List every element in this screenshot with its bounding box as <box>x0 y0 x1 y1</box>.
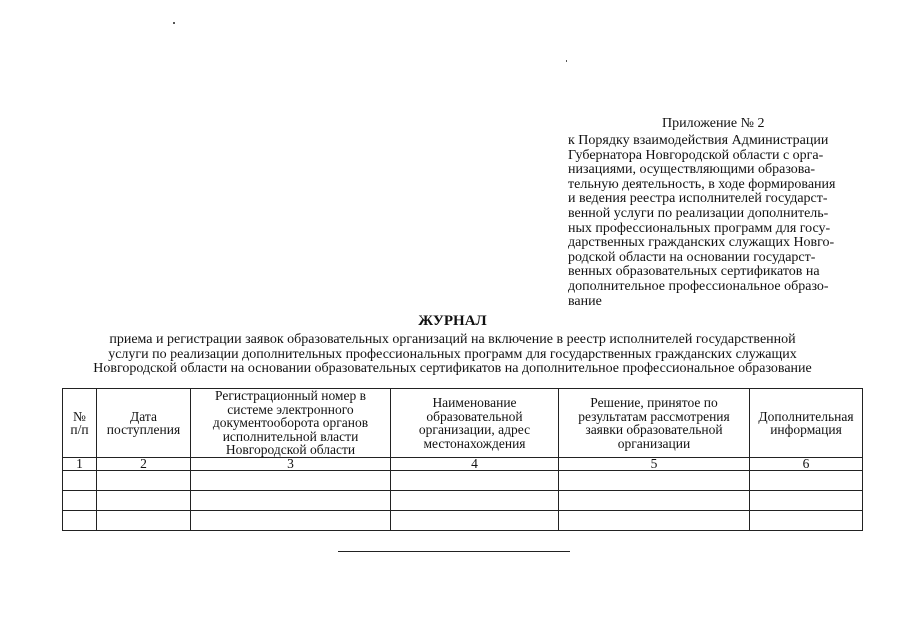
appendix-line: дополнительное профессиональное образо- <box>568 278 829 294</box>
column-number: 4 <box>391 458 559 471</box>
table-cell <box>97 511 191 531</box>
journal-table <box>62 388 863 531</box>
scan-speck <box>173 22 175 24</box>
table-cell <box>391 491 559 511</box>
table-cell <box>750 471 863 491</box>
table-cell <box>63 491 97 511</box>
appendix-title: Приложение № 2 <box>662 116 765 131</box>
appendix-line: низациями, осуществляющими образова- <box>568 162 816 178</box>
column-header: № п/п <box>63 389 97 458</box>
appendix-line: тельную деятельность, в ходе формирования <box>568 176 836 192</box>
column-header: Дата поступления <box>97 389 191 458</box>
table-cell <box>97 491 191 511</box>
appendix-line: к Порядку взаимодействия Администрации <box>568 133 829 148</box>
table-cell <box>391 471 559 491</box>
table-cell <box>191 511 391 531</box>
appendix-line: ных профессиональных программ для госу- <box>568 220 831 236</box>
table-cell <box>391 511 559 531</box>
column-number: 2 <box>97 458 191 471</box>
column-header: Дополнительная информация <box>750 389 863 458</box>
table-row <box>63 491 863 511</box>
subtitle-line: Новгородской области на основании образовательных сертификатов на дополнительное профессиональное образование <box>93 361 812 376</box>
scan-speck <box>566 60 567 62</box>
table-header-row <box>63 389 863 458</box>
table-cell <box>750 491 863 511</box>
table-cell <box>559 491 750 511</box>
column-number: 3 <box>191 458 391 471</box>
column-number: 1 <box>63 458 97 471</box>
column-header: Регистрационный номер в системе электронного документооборота органов исполнительной власти Новгородской области <box>191 389 391 458</box>
appendix-line: и ведения реестра исполнителей государст- <box>568 191 828 207</box>
table-column-number-row <box>63 458 863 471</box>
table-cell <box>63 511 97 531</box>
table-cell <box>559 471 750 491</box>
table-cell <box>97 471 191 491</box>
column-header: Решение, принятое по результатам рассмотрения заявки образовательной организации <box>559 389 750 458</box>
table-cell <box>750 511 863 531</box>
table-cell <box>63 471 97 491</box>
appendix-text <box>568 134 868 309</box>
journal-subtitle <box>0 333 905 377</box>
appendix-line: венной услуги по реализации дополнитель- <box>568 205 829 221</box>
appendix-line: Губернатора Новгородской области с орга- <box>568 147 824 163</box>
column-header: Наименование образовательной организации, адрес местонахождения <box>391 389 559 458</box>
appendix-line: венных образовательных сертификатов на <box>568 264 820 280</box>
table-cell <box>191 471 391 491</box>
footer-rule <box>338 551 570 552</box>
subtitle-line: услуги по реализации дополнительных профессиональных программ для государственных гражданских служащих <box>108 346 797 362</box>
appendix-line: вание <box>568 293 602 309</box>
journal-title: ЖУРНАЛ <box>418 313 487 329</box>
column-number: 5 <box>559 458 750 471</box>
appendix-line: родской области на основании государст- <box>568 249 816 265</box>
table-row <box>63 471 863 491</box>
column-number: 6 <box>750 458 863 471</box>
subtitle-line: приема и регистрации заявок образовательных организаций на включение в реестр исполнителей государственной <box>109 332 796 347</box>
appendix-line: дарственных гражданских служащих Новго- <box>568 235 835 251</box>
table-cell <box>191 491 391 511</box>
table-row <box>63 511 863 531</box>
table-cell <box>559 511 750 531</box>
